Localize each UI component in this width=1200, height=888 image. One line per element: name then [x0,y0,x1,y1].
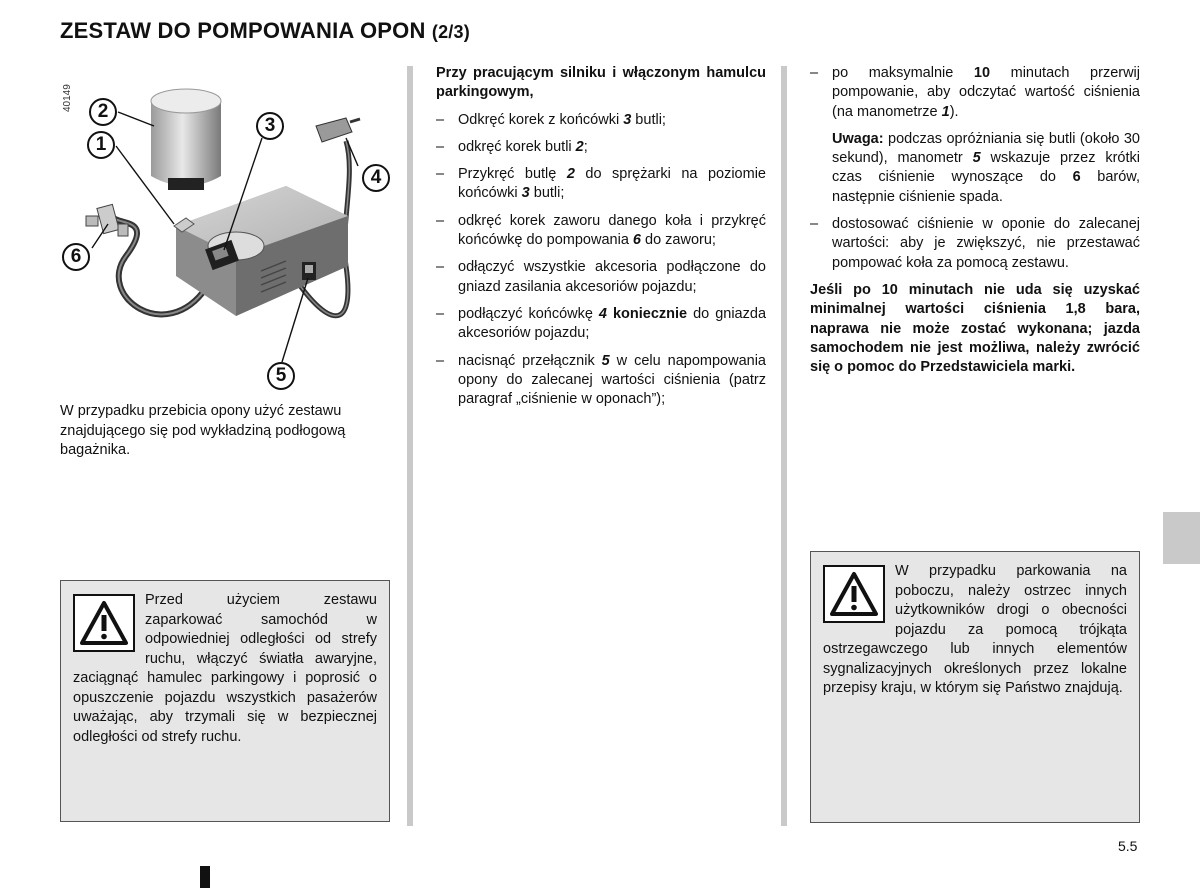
list-item: – Przykręć butlę 2 do sprężarki na poziomie końcówki 3 butli; [436,166,766,202]
list-item: – podłączyć końcówkę 4 koniecznie do gniazda akcesoriów pojazdu; [436,305,767,342]
section-tab-marker [1163,512,1200,564]
callout-3: 3 [256,112,284,140]
column-divider-right [781,66,787,826]
warning-left-text: Przed użyciem zestawu zaparkować samochód w odpowiedniej odległości od strefy ruchu, włączyć światła awaryjne, zaciągnąć hamulec parkingowy i poprosić o opuszczenie pojazdu wszystkich pasażerów uważając, aby trzymali się w bezpiecznej odległości od strefy ruchu. [73,592,377,745]
title-sub: (2/3) [431,22,470,42]
warning-triangle-icon [73,594,135,652]
instructions-list [436,111,766,410]
warning-triangle-icon [823,565,885,623]
list-item: – dostosować ciśnienie w oponie do zalecanej wartości: aby je zwiększyć, nie przestawać pompować koła za pomocą zestawu. [810,216,1140,271]
note-paragraph: Uwaga: podczas opróżniania się butli (około 30 sekund), manometr 5 wskazuje przez krótki czas ciśnienie wynoszące do 6 barów, następnie ciśnienie spada. [832,130,1140,205]
column-divider-left [407,66,413,826]
callout-6: 6 [62,243,90,271]
callout-4: 4 [362,164,390,192]
page-title [60,18,470,44]
footer-mark [200,866,210,888]
list-item: – odkręć korek zaworu danego koła i przykręć końcówkę do pompowania 6 do zaworu; [436,212,766,249]
intro-paragraph: W przypadku przebicia opony użyć zestawu znajdującego się pod wykładziną podłogową bagażnika. [60,403,346,458]
final-warning-paragraph: Jeśli po 10 minutach nie uda się uzyskać minimalnej wartości ciśnienia 1,8 bara, naprawa nie może zostać wykonana; jazda samochodem nie jest możliwa, należy zwrócić się o pomoc do Przedstawiciela marki. [810,281,1140,376]
list-item: – odłączyć wszystkie akcesoria podłączone do gniazd zasilania akcesoriów pojazdu; [436,259,766,295]
callout-2: 2 [89,98,117,126]
callout-5: 5 [267,362,295,390]
warning-box-right [810,551,1140,823]
list-item: – odkręć korek butli 2; [436,138,588,155]
list-item: – nacisnąć przełącznik 5 w celu napompowania opony do zalecanej wartości ciśnienia (patrz paragraf „ciśnienie w oponach”); [436,352,766,408]
instructions-lead: Przy pracującym silniku i włączonym hamulcu parkingowym, [436,65,766,101]
instructions-column-right [810,64,1140,377]
list-item: – po maksymalnie 10 minutach przerwij pompowanie, aby odczytać wartość ciśnienia (na manometrze 1). [810,65,1140,120]
callout-1: 1 [87,131,115,159]
list-item: – Odkręć korek z końcówki 3 butli; [436,111,666,128]
power-plug [316,118,360,142]
title-main: ZESTAW DO POMPOWANIA OPON [60,18,426,43]
instructions-column-middle [436,64,766,417]
figure-id: 40149 [62,84,73,112]
page-number: 5.5 [1118,838,1138,854]
warning-box-left [60,580,390,822]
warning-right-text: W przypadku parkowania na poboczu, należy ostrzec innych użytkowników drogi o obecności pojazdu za pomocą trójkąta ostrzegawczego lub innych elementów sygnalizacyjnych określonych przez lokalne przepisy kraju, w którym się Państwo znajdują. [823,563,1127,696]
